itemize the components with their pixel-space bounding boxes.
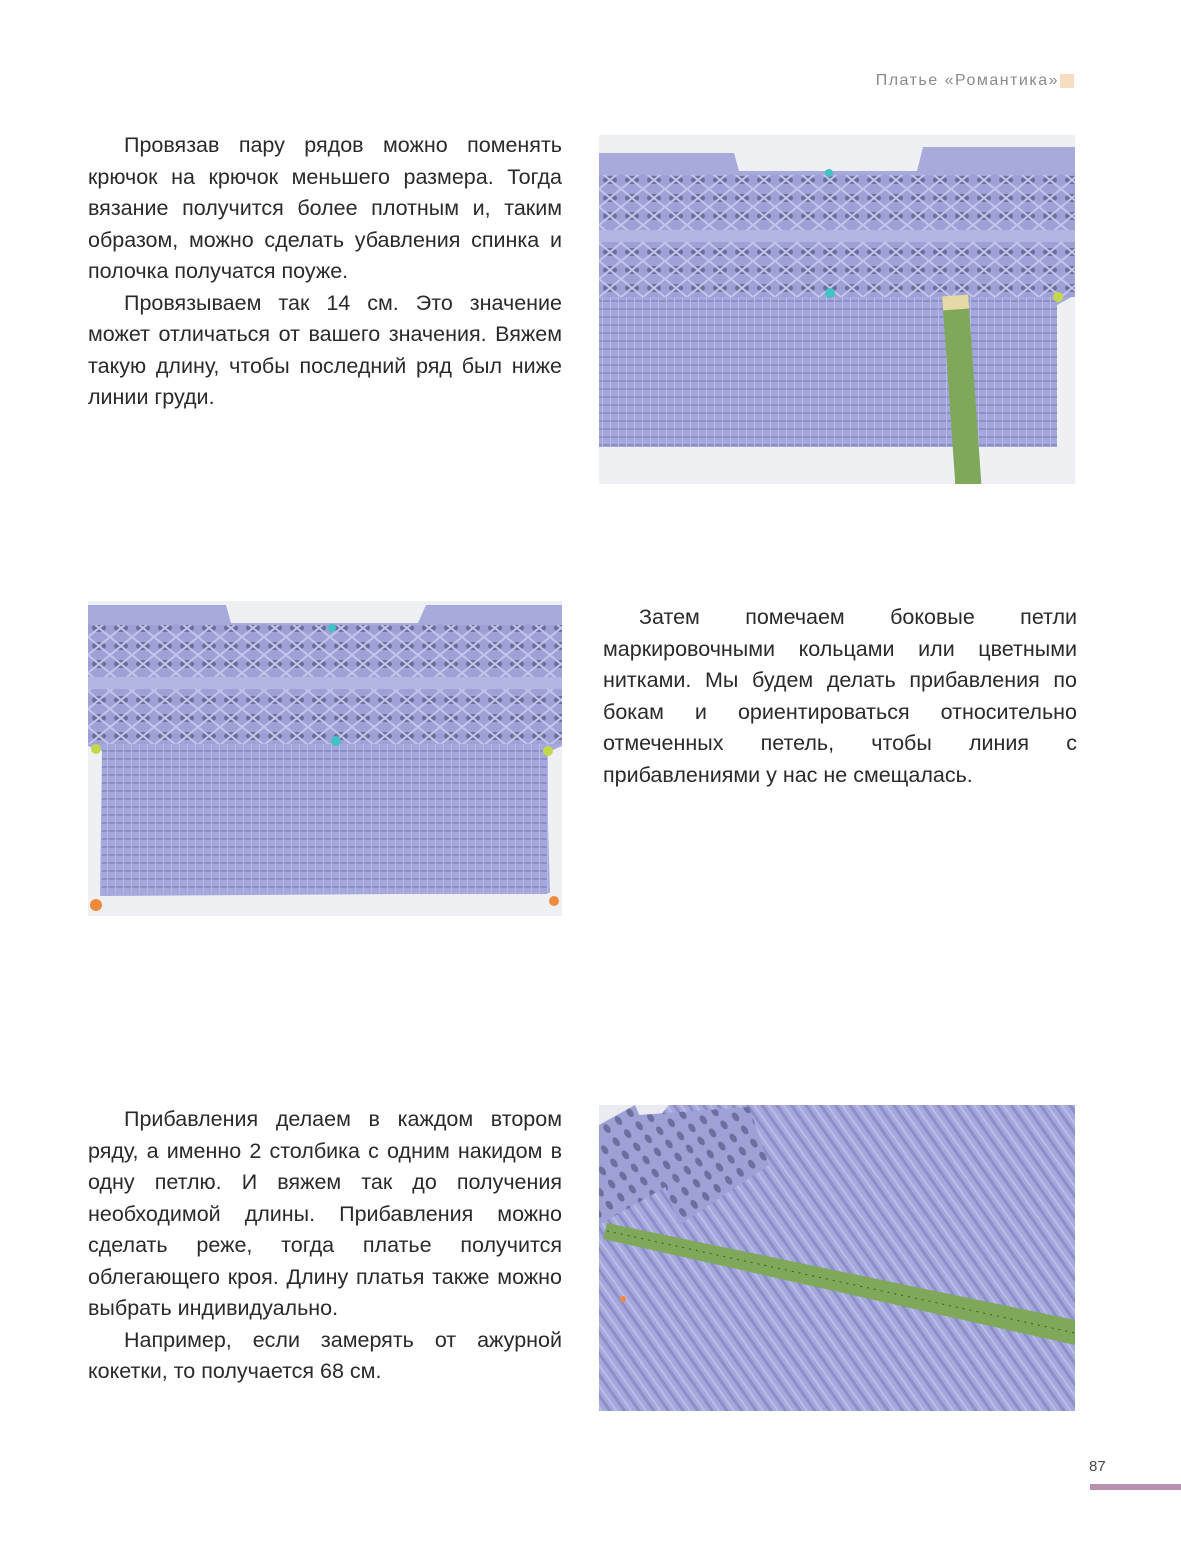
text-block-1: [88, 130, 562, 414]
paragraph: Провязываем так 14 см. Это значение может отличаться от вашего значения. Вяжем такую длину, чтобы последний ряд был ниже линии груди.: [88, 290, 562, 409]
photo-crochet-yoke-markers: [88, 601, 562, 916]
crochet-dress-length-measured-photo-icon: [599, 1105, 1075, 1411]
crochet-yoke-with-measuring-tape-photo-icon: [599, 135, 1075, 484]
paragraph: Например, если замерять от ажурной кокетки, то получается 68 см.: [88, 1327, 562, 1383]
crochet-yoke-with-side-markers-photo-icon: [88, 601, 562, 916]
paragraph: Затем помечаем боковые петли маркировочными кольцами или цветными нитками. Мы будем делать прибавления по бокам и ориентироваться относительно отмеченных петель, чтобы линия с прибавлениями у нас не смещалась.: [603, 605, 1077, 787]
paragraph: Провязав пару рядов можно поменять крючок на крючок меньшего размера. Тогда вязание получится более плотным и, таким образом, можно сделать убавления спинка и полочка получатся поуже.: [88, 133, 562, 283]
page-number-accent-bar: [1090, 1484, 1181, 1490]
photo-crochet-dress-length: [599, 1105, 1075, 1411]
running-header: Платье «Романтика»: [875, 72, 1059, 89]
header-accent-square: [1060, 74, 1074, 88]
paragraph: Прибавления делаем в каждом втором ряду, а именно 2 столбика с одним накидом в одну петлю. И вяжем так до получения необходимой длины. Прибавления можно сделать реже, тогда платье получится облегающего кроя. Длину платья также можно выбрать индивидуально.: [88, 1107, 562, 1320]
page-number: 87: [1089, 1458, 1106, 1475]
photo-crochet-yoke-tape: [599, 135, 1075, 484]
text-block-3: [88, 1104, 562, 1388]
text-block-2: [603, 602, 1077, 791]
